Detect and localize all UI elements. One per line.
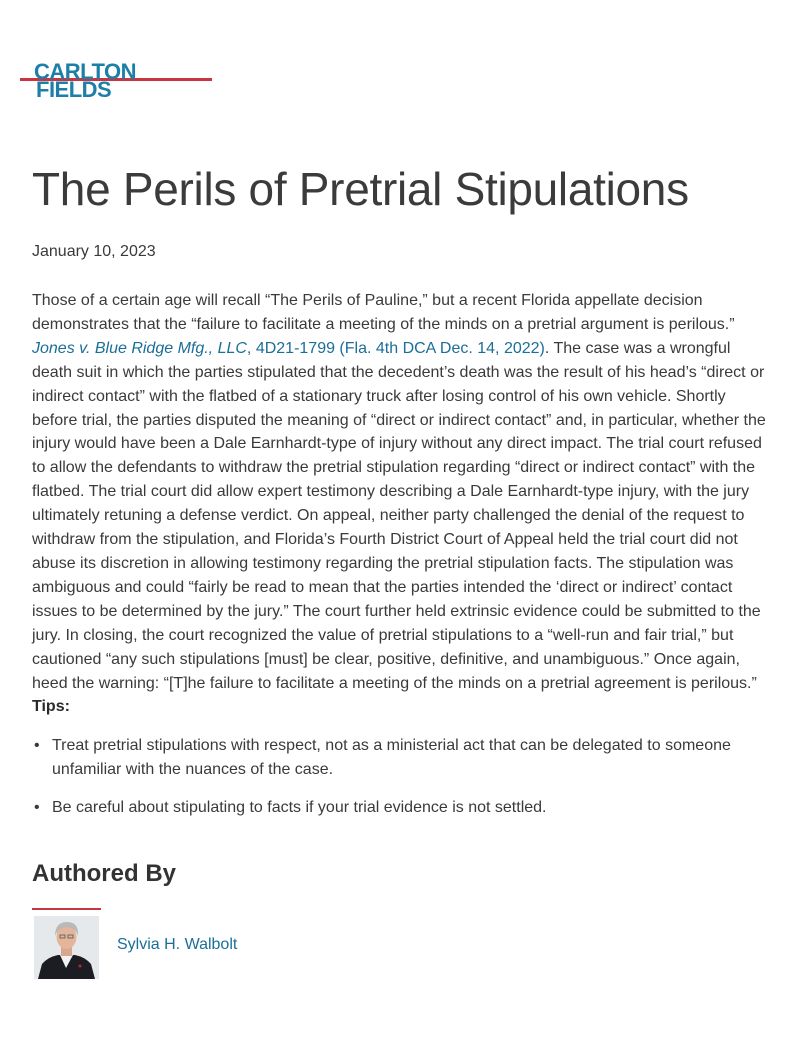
publish-date: January 10, 2023 bbox=[32, 243, 156, 260]
tips-list bbox=[32, 734, 772, 834]
list-item bbox=[32, 734, 772, 782]
page-title: The Perils of Pretrial Stipulations bbox=[32, 163, 689, 215]
body-main: . The case was a wrongful death suit in which the parties stipulated that the decedent’s death was the result of his head’s “direct or indirect contact” with the flatbed of a stationary truck after losing control of his own vehicle. Shortly before trial, the parties disputed the meaning of “direct or indirect contact” and, in particular, whether the injury would have been a Dale Earnhardt-type of injury without any direct impact. The trial court refused to allow the defendants to withdraw the pretrial stipulation regarding “direct or indirect contact” with the flatbed. The trial court did allow expert testimony describing a Dale Earnhardt-type injury, with the jury ultimately retuning a defense verdict. On appeal, neither party challenged the denial of the request to withdraw from the stipulation, and Florida’s Fourth District Court of Appeal held the trial court did not abuse its discretion in allowing testimony regarding the pretrial stipulation facts. The stipulation was ambiguous and could “fairly be read to mean that the parties intended the ‘direct or indirect’ contact issues to be determined by the jury.” The court further held extrinsic evidence could be submitted to the jury. In closing, the court recognized the value of pretrial stipulations to a “well-run and fair trial,” but cautioned “any such stipulations [must] be clear, positive, definitive, and unambiguous.” Once again, heed the warning: “[T]he failure to facilitate a meeting of the minds on a pretrial agreement is perilous.” bbox=[32, 339, 766, 692]
case-citation-link[interactable] bbox=[32, 340, 545, 357]
logo-line-1: CARLTON bbox=[34, 59, 137, 84]
author-portrait-icon bbox=[34, 916, 99, 979]
list-item bbox=[32, 796, 772, 820]
tip-text: Be careful about stipulating to facts if your trial evidence is not settled. bbox=[52, 798, 547, 816]
authored-by-heading: Authored By bbox=[32, 860, 176, 887]
article-body bbox=[32, 289, 772, 719]
body-intro: Those of a certain age will recall “The Perils of Pauline,” but a recent Florida appellate decision demonstrates that the “failure to facilitate a meeting of the minds on a pretrial argument is perilous.” bbox=[32, 292, 735, 333]
case-name: Jones v. Blue Ridge Mfg., LLC bbox=[32, 339, 247, 357]
tip-text: Treat pretrial stipulations with respect, not as a ministerial act that can be delegated to someone unfamiliar with the nuances of the case. bbox=[52, 737, 731, 778]
avatar[interactable] bbox=[34, 916, 99, 979]
case-citation: , 4D21-1799 (Fla. 4th DCA Dec. 14, 2022) bbox=[246, 339, 545, 357]
bullet-icon: • bbox=[34, 737, 40, 754]
bullet-icon: • bbox=[34, 798, 40, 816]
logo-line-2: FIELDS bbox=[36, 77, 112, 102]
author-divider bbox=[32, 908, 101, 910]
tips-label: Tips: bbox=[32, 698, 70, 716]
carlton-fields-logo[interactable] bbox=[20, 60, 215, 100]
author-name-link[interactable]: Sylvia H. Walbolt bbox=[117, 936, 238, 953]
